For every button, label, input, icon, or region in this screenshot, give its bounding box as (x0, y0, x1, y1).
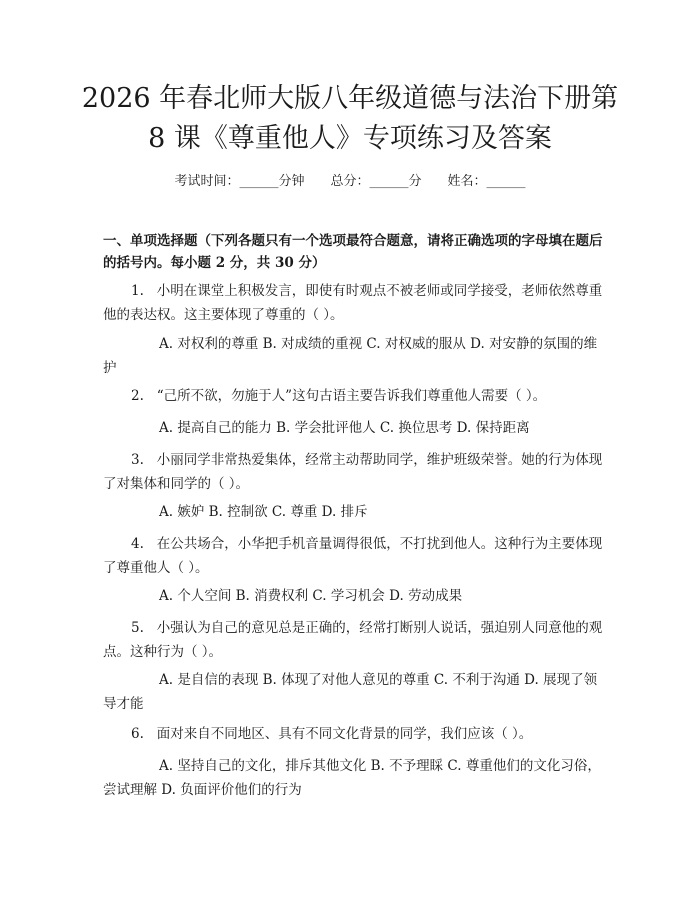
question-1-options: A. 对权利的尊重 B. 对成绩的重视 C. 对权威的服从 D. 对安静的氛围的维护 (103, 336, 598, 376)
question-1 (103, 279, 603, 327)
question-6 (103, 722, 603, 746)
document-title-line-2: 8 课《尊重他人》专项练习及答案 (148, 123, 552, 154)
student-name-field: 姓名：______ (447, 174, 526, 189)
question-stem: 在公共场合，小华把手机音量调得很低，不打扰到他人。这种行为主要体现了尊重他人（ ）。 (103, 536, 603, 576)
exam-info (0, 170, 700, 189)
question-5 (103, 616, 603, 664)
question-2-options: A. 提高自己的能力 B. 学会批评他人 C. 换位思考 D. 保持距离 (159, 420, 530, 436)
question-4 (103, 532, 603, 580)
question-number: 1. (131, 283, 144, 299)
total-score-field: 总分：______分 (330, 174, 422, 189)
question-number: 3. (131, 452, 144, 468)
question-number: 2. (131, 388, 144, 404)
question-5-options: A. 是自信的表现 B. 体现了对他人意见的尊重 C. 不利于沟通 D. 展现了领导才能 (103, 672, 598, 712)
question-number: 5. (131, 620, 144, 636)
question-number: 6. (131, 726, 144, 742)
question-4-options: A. 个人空间 B. 消费权利 C. 学习机会 D. 劳动成果 (159, 588, 463, 604)
question-stem: 小明在课堂上积极发言，即使有时观点不被老师或同学接受，老师依然尊重他的表达权。这主要体现了尊重的（ ）。 (103, 283, 603, 323)
question-stem: 小强认为自己的意见总是正确的，经常打断别人说话，强迫别人同意他的观点。这种行为（ ）。 (103, 620, 603, 660)
question-stem: “己所不欲，勿施于人”这句古语主要告诉我们尊重他人需要（ ）。 (156, 388, 547, 404)
question-number: 4. (131, 536, 144, 552)
exam-time-field: 考试时间：______分钟 (174, 174, 305, 189)
document-title-line-1: 2026 年春北师大版八年级道德与法治下册第 (81, 83, 619, 114)
question-3-options: A. 嫉妒 B. 控制欲 C. 尊重 D. 排斥 (159, 504, 368, 520)
question-2 (103, 384, 603, 408)
question-3 (103, 448, 603, 496)
question-6-options: A. 坚持自己的文化，排斥其他文化 B. 不予理睬 C. 尊重他们的文化习俗，尝试理解 D. 负面评价他们的行为 (103, 758, 601, 798)
question-stem: 小丽同学非常热爱集体，经常主动帮助同学，维护班级荣誉。她的行为体现了对集体和同学的（ ）。 (103, 452, 603, 492)
section-heading: 一、单项选择题（下列各题只有一个选项最符合题意，请将正确选项的字母填在题后的括号内。每小题 2 分，共 30 分） (103, 233, 603, 271)
question-stem: 面对来自不同地区、具有不同文化背景的同学，我们应该（ ）。 (156, 726, 533, 742)
